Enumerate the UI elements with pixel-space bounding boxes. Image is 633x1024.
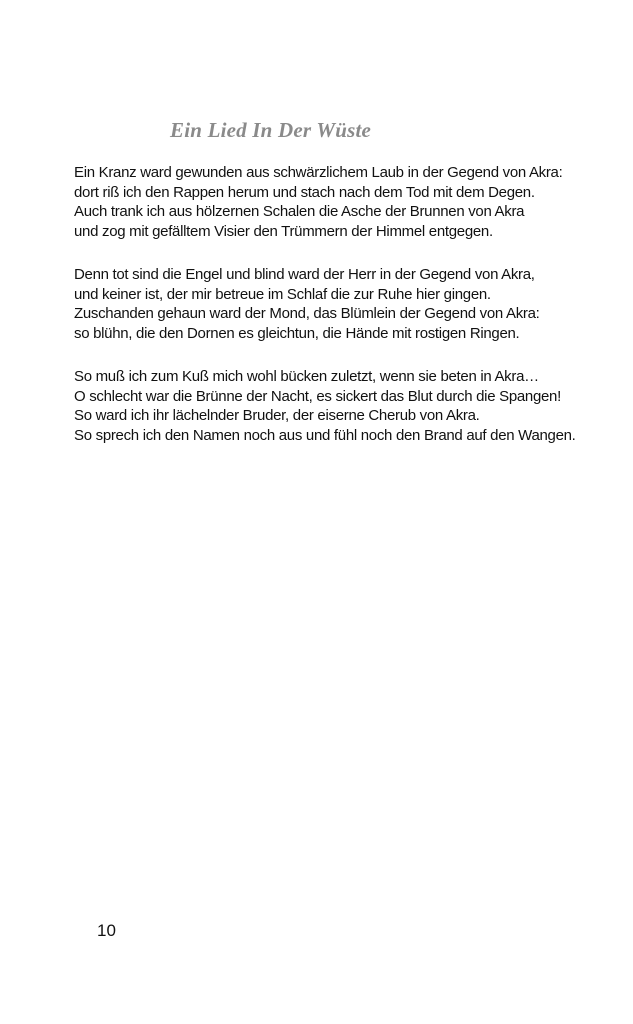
poem-line: O schlecht war die Brünne der Nacht, es sickert das Blut durch die Spangen! [74,387,561,405]
poem-line: und zog mit gefälltem Visier den Trümmern der Himmel entgegen. [74,222,493,240]
stanza-3 [74,367,604,445]
poem-line: und keiner ist, der mir betreue im Schlaf die zur Ruhe hier gingen. [74,285,491,303]
poem-line: dort riß ich den Rappen herum und stach nach dem Tod mit dem Degen. [74,183,535,201]
poem-body [74,163,604,469]
stanza-1 [74,163,604,241]
poem-line: Auch trank ich aus hölzernen Schalen die Asche der Brunnen von Akra [74,203,525,220]
stanza-2 [74,265,604,343]
poem-line: Denn tot sind die Engel und blind ward der Herr in der Gegend von Akra, [74,266,535,283]
poem-line: Ein Kranz ward gewunden aus schwärzlichem Laub in der Gegend von Akra: [74,164,563,181]
page-number: 10 [97,921,116,940]
poem-line: So muß ich zum Kuß mich wohl bücken zuletzt, wenn sie beten in Akra… [74,368,539,385]
poem-title: Ein Lied In Der Wüste [170,118,372,142]
poem-line: Zuschanden gehaun ward der Mond, das Blümlein der Gegend von Akra: [74,305,540,322]
poem-line: so blühn, die den Dornen es gleichtun, die Hände mit rostigen Ringen. [74,324,520,342]
poem-line: So ward ich ihr lächelnder Bruder, der eiserne Cherub von Akra. [74,407,480,424]
poem-line: So sprech ich den Namen noch aus und fühl noch den Brand auf den Wangen. [74,426,576,444]
